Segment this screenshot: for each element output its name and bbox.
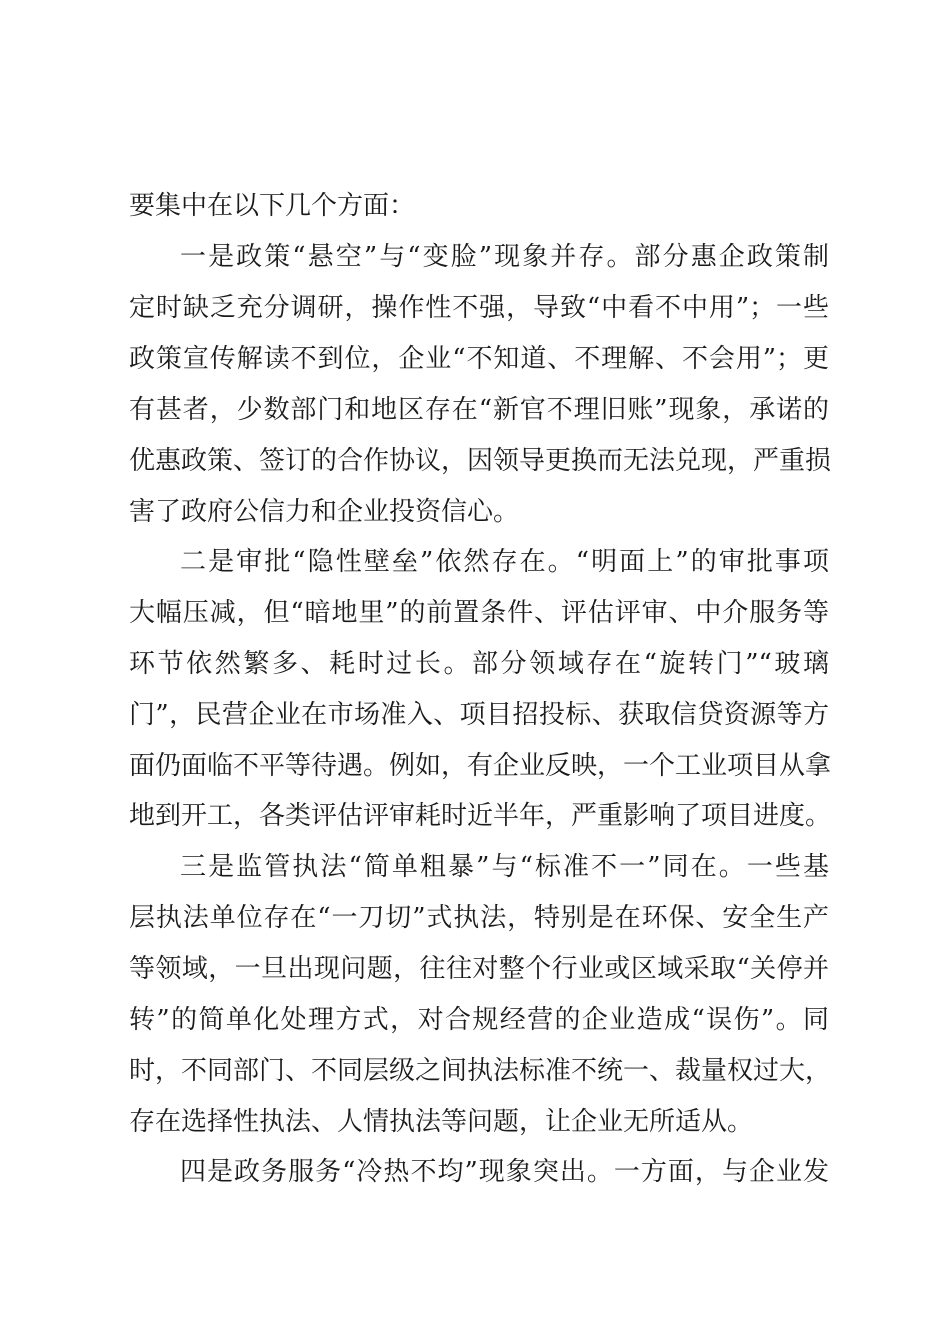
text-line: 优惠政策、签订的合作协议，因领导更换而无法兑现，严重损	[129, 446, 832, 476]
paragraph-2-line: 二是审批“隐性壁垒”依然存在。“明面上”的审批事项	[180, 547, 829, 577]
paragraph-4-line: 四是政务服务“冷热不均”现象突出。一方面，与企业发	[180, 1157, 829, 1187]
text-line: 环节依然繁多、耗时过长。部分领域存在“旋转门”“玻璃	[129, 649, 829, 679]
text-line: 大幅压减，但“暗地里”的前置条件、评估评审、中介服务等	[129, 598, 829, 628]
text-line: 政策宣传解读不到位，企业“不知道、不理解、不会用”；更	[129, 344, 829, 374]
text-line: 时，不同部门、不同层级之间执法标准不统一、裁量权过大，	[129, 1056, 832, 1086]
text-line: 有甚者，少数部门和地区存在“新官不理旧账”现象，承诺的	[129, 395, 829, 425]
text-line: 门”，民营企业在市场准入、项目招投标、获取信贷资源等方	[129, 700, 829, 730]
text-line: 定时缺乏充分调研，操作性不强，导致“中看不中用”；一些	[129, 293, 829, 323]
text-line: 存在选择性执法、人情执法等问题，让企业无所适从。	[129, 1107, 754, 1137]
text-line: 要集中在以下几个方面：	[129, 191, 416, 221]
paragraph-3-line: 三是监管执法“简单粗暴”与“标准不一”同在。一些基	[180, 852, 829, 882]
text-line: 转”的简单化处理方式，对合规经营的企业造成“误伤”。同	[129, 1005, 829, 1035]
text-line: 层执法单位存在“一刀切”式执法，特别是在环保、安全生产	[129, 903, 829, 933]
text-line: 害了政府公信力和企业投资信心。	[129, 497, 520, 527]
text-line: 面仍面临不平等待遇。例如，有企业反映，一个工业项目从拿	[129, 751, 832, 781]
text-line: 等领域，一旦出现问题，往往对整个行业或区域采取“关停并	[129, 954, 829, 984]
paragraph-1-line: 一是政策“悬空”与“变脸”现象并存。部分惠企政策制	[180, 242, 829, 272]
text-line: 地到开工，各类评估评审耗时近半年，严重影响了项目进度。	[129, 801, 832, 831]
